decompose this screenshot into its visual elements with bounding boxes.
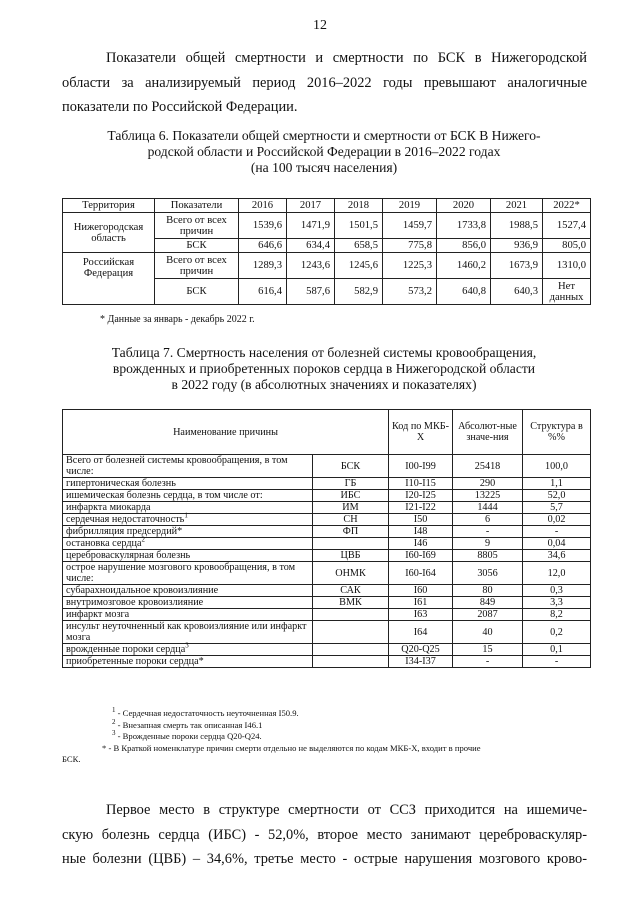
table-row	[63, 621, 591, 644]
structure-cell: 1,1	[523, 478, 591, 490]
cause-name: ишемическая болезнь сердца, в том числе от:	[66, 490, 263, 501]
value-cell: 1527,4	[543, 213, 591, 239]
value-cell: 1225,3	[383, 253, 437, 279]
cause-name: острое нарушение мозгового кровообращения, в том числе:	[66, 562, 296, 584]
header-cell: 2021	[491, 199, 543, 213]
table-row	[63, 253, 591, 279]
value-cell: 936,9	[491, 239, 543, 253]
value-cell: 1245,6	[335, 253, 383, 279]
value-cell: 646,6	[239, 239, 287, 253]
table-row	[63, 213, 591, 239]
header-cell: Код по МКБ-Х	[389, 410, 453, 455]
cause-name-cell	[63, 597, 313, 609]
value-cell: 634,4	[287, 239, 335, 253]
cause-name: Всего от болезней системы кровообращения, в том числе:	[66, 455, 288, 477]
code-cell: I60-I64	[389, 562, 453, 585]
cause-name: внутримозговое кровоизлияние	[66, 597, 204, 608]
absolute-cell: 290	[453, 478, 523, 490]
table-row	[63, 656, 591, 668]
table-row	[63, 502, 591, 514]
cause-name-cell	[63, 609, 313, 621]
abbr-cell	[313, 621, 389, 644]
value-cell: 1289,3	[239, 253, 287, 279]
cause-name-cell	[63, 511, 313, 526]
footnote-text: - Сердечная недостаточность неуточненная I50.9.	[115, 708, 299, 718]
table-row	[63, 455, 591, 478]
table-row	[63, 514, 591, 526]
cause-name: инфаркт мозга	[66, 609, 130, 620]
absolute-cell: 80	[453, 585, 523, 597]
value-cell: 658,5	[335, 239, 383, 253]
cause-name-cell	[63, 562, 313, 585]
header-cell: Наименование причины	[63, 410, 389, 455]
structure-cell: 0,02	[523, 514, 591, 526]
footnote	[62, 731, 590, 743]
structure-cell: 52,0	[523, 490, 591, 502]
structure-cell: 0,3	[523, 585, 591, 597]
value-cell: 582,9	[335, 279, 383, 305]
structure-cell: 3,3	[523, 597, 591, 609]
header-cell: Абсолют-ные значе-ния	[453, 410, 523, 455]
cause-name: врожденные пороки сердца	[66, 644, 186, 655]
cause-name-cell	[63, 535, 313, 550]
code-cell: I63	[389, 609, 453, 621]
absolute-cell: 849	[453, 597, 523, 609]
abbr-cell: ОНМК	[313, 562, 389, 585]
table6-header-row	[63, 199, 591, 213]
value-cell: 587,6	[287, 279, 335, 305]
footnote-mark: 3	[112, 729, 116, 738]
absolute-cell: 13225	[453, 490, 523, 502]
cause-name-cell	[63, 526, 313, 538]
abbr-cell	[313, 656, 389, 668]
footnote-text: - Врожденные пороки сердца Q20-Q24.	[115, 731, 262, 741]
caption-line: в 2022 году (в абсолютных значениях и показателях)	[171, 377, 477, 392]
table7-footnotes	[62, 708, 590, 766]
absolute-cell: 40	[453, 621, 523, 644]
structure-cell: 12,0	[523, 562, 591, 585]
intro-line: Показатели общей смертности и смертности по БСК в Нижегородской	[106, 50, 587, 66]
value-cell: 1733,8	[437, 213, 491, 239]
value-cell: 616,4	[239, 279, 287, 305]
intro-line: показатели по Российской Федерации.	[62, 99, 298, 115]
value-cell: 1460,2	[437, 253, 491, 279]
footnote-mark: 2	[141, 535, 145, 544]
value-cell: 1459,7	[383, 213, 437, 239]
table-row	[63, 562, 591, 585]
caption-line: (на 100 тысяч населения)	[250, 160, 398, 175]
absolute-cell: 6	[453, 514, 523, 526]
footnote-mark: 1	[184, 511, 188, 520]
structure-cell: -	[523, 526, 591, 538]
abbr-cell: ИМ	[313, 502, 389, 514]
footnote	[62, 708, 590, 720]
value-cell: 1988,5	[491, 213, 543, 239]
table-row	[63, 538, 591, 550]
conclusion-line: Первое место в структуре смертности от ССЗ приходится на ишемиче-	[106, 802, 587, 818]
table-row	[63, 585, 591, 597]
absolute-cell: 25418	[453, 455, 523, 478]
code-cell: I46	[389, 538, 453, 550]
structure-cell: 34,6	[523, 550, 591, 562]
table6-note: * Данные за январь - декабрь 2022 г.	[100, 314, 255, 325]
table7-caption	[60, 345, 588, 393]
absolute-cell: 3056	[453, 562, 523, 585]
abbr-cell: СН	[313, 514, 389, 526]
conclusion-paragraph	[62, 798, 587, 872]
cause-name: сердечная недостаточность	[66, 514, 185, 525]
table6-caption	[60, 128, 588, 176]
header-cell: 2018	[335, 199, 383, 213]
code-cell: I20-I25	[389, 490, 453, 502]
value-cell: 640,3	[491, 279, 543, 305]
abbr-cell: БСК	[313, 455, 389, 478]
abbr-cell: ВМК	[313, 597, 389, 609]
intro-line: области за анализируемый период 2016–2022 годы превышают аналогичные	[62, 74, 587, 91]
abbr-cell: САК	[313, 585, 389, 597]
cause-name-cell	[63, 455, 313, 478]
cause-name-cell	[63, 641, 313, 656]
absolute-cell: 15	[453, 644, 523, 656]
table-row	[63, 550, 591, 562]
absolute-cell: -	[453, 526, 523, 538]
cause-name-cell	[63, 490, 313, 502]
page-number: 12	[313, 18, 327, 33]
value-cell: 573,2	[383, 279, 437, 305]
table-row	[63, 644, 591, 656]
structure-cell: 0,2	[523, 621, 591, 644]
cause-name: цереброваскулярная болезнь	[66, 550, 191, 561]
structure-cell: 0,04	[523, 538, 591, 550]
caption-line: врожденных и приобретенных пороков сердца в Нижегородской области	[112, 361, 536, 376]
table6	[62, 198, 591, 305]
cause-name: приобретенные пороки сердца*	[66, 656, 204, 667]
footnote	[62, 717, 590, 732]
footnote-mark: 2	[112, 717, 116, 726]
cause-name: инфаркта миокарда	[66, 502, 151, 513]
caption-line: Таблица 6. Показатели общей смертности и смертности от БСК В Нижего-	[107, 128, 541, 143]
header-cell: 2016	[239, 199, 287, 213]
value-cell: 775,8	[383, 239, 437, 253]
absolute-cell: 9	[453, 538, 523, 550]
table7-body	[63, 455, 591, 668]
cause-name-cell	[63, 585, 313, 597]
header-cell: Территория	[63, 199, 155, 213]
caption-line: Таблица 7. Смертность населения от болезней системы кровообращения,	[111, 345, 537, 360]
structure-cell: 100,0	[523, 455, 591, 478]
footnote: * - В Краткой номенклатуре причин смерти отдельно не выделяются по кодам МКБ-Х, входит в прочие	[102, 742, 481, 753]
abbr-cell: ИБС	[313, 490, 389, 502]
value-cell: 1471,9	[287, 213, 335, 239]
code-cell: I21-I22	[389, 502, 453, 514]
conclusion-line: ные болезни (ЦВБ) – 34,6%, третье место - острые нарушения мозгового крово-	[62, 851, 587, 867]
cause-name: фибрилляция предсердий*	[66, 526, 183, 537]
conclusion-line: скую болезнь сердца (ИБС) - 52,0%, второе место занимают цереброваскуляр-	[62, 826, 587, 843]
abbr-cell: ГБ	[313, 478, 389, 490]
abbr-cell	[313, 644, 389, 656]
code-cell: Q20-Q25	[389, 644, 453, 656]
value-cell: 1501,5	[335, 213, 383, 239]
code-cell: I64	[389, 621, 453, 644]
value-cell: 1310,0	[543, 253, 591, 279]
footnote-mark: 1	[112, 706, 116, 715]
header-cell: Показатели	[155, 199, 239, 213]
code-cell: I60-I69	[389, 550, 453, 562]
cause-name: остановка сердца	[66, 538, 142, 549]
indicator-cell: Всего от всех причин	[155, 213, 239, 239]
indicator-cell: БСК	[155, 239, 239, 253]
code-cell: I50	[389, 514, 453, 526]
cause-name-cell	[63, 478, 313, 490]
code-cell: I61	[389, 597, 453, 609]
footnote-mark: 3	[185, 641, 189, 650]
code-cell: I00-I99	[389, 455, 453, 478]
header-cell: Структура в %%	[523, 410, 591, 455]
absolute-cell: -	[453, 656, 523, 668]
cause-name: гипертоническая болезнь	[66, 478, 176, 489]
indicator-cell: БСК	[155, 279, 239, 305]
value-cell: Нет данных	[543, 279, 591, 305]
absolute-cell: 8805	[453, 550, 523, 562]
indicator-cell: Всего от всех причин	[155, 253, 239, 279]
code-cell: I48	[389, 526, 453, 538]
header-cell: 2020	[437, 199, 491, 213]
abbr-cell	[313, 538, 389, 550]
value-cell: 1673,9	[491, 253, 543, 279]
table7-header-row	[63, 410, 591, 455]
value-cell: 805,0	[543, 239, 591, 253]
code-cell: I34-I37	[389, 656, 453, 668]
code-cell: I10-I15	[389, 478, 453, 490]
territory-cell: Нижегородская область	[63, 213, 155, 253]
abbr-cell: ЦВБ	[313, 550, 389, 562]
code-cell: I60	[389, 585, 453, 597]
absolute-cell: 2087	[453, 609, 523, 621]
structure-cell: 5,7	[523, 502, 591, 514]
cause-name: инсульт неуточненный как кровоизлияние или инфаркт мозга	[66, 621, 307, 643]
table7	[62, 409, 591, 668]
structure-cell: -	[523, 656, 591, 668]
structure-cell: 8,2	[523, 609, 591, 621]
territory-cell: Российская Федерация	[63, 253, 155, 305]
value-cell: 856,0	[437, 239, 491, 253]
table-row	[63, 609, 591, 621]
table-row	[63, 490, 591, 502]
cause-name: субарахноидальное кровоизлияние	[66, 585, 219, 596]
header-cell: 2019	[383, 199, 437, 213]
table-row	[63, 478, 591, 490]
header-cell: 2017	[287, 199, 335, 213]
value-cell: 640,8	[437, 279, 491, 305]
caption-line: родской области и Российской Федерации в 2016–2022 годах	[147, 144, 501, 159]
header-cell: 2022*	[543, 199, 591, 213]
intro-paragraph	[62, 46, 587, 120]
cause-name-cell	[63, 621, 313, 644]
abbr-cell	[313, 609, 389, 621]
value-cell: 1539,6	[239, 213, 287, 239]
structure-cell: 0,1	[523, 644, 591, 656]
footnote: БСК.	[62, 754, 81, 764]
table-row	[63, 597, 591, 609]
value-cell: 1243,6	[287, 253, 335, 279]
abbr-cell: ФП	[313, 526, 389, 538]
cause-name-cell	[63, 656, 313, 668]
footnote-text: - Внезапная смерть так описанная I46.1	[115, 719, 263, 730]
absolute-cell: 1444	[453, 502, 523, 514]
cause-name-cell	[63, 550, 313, 562]
